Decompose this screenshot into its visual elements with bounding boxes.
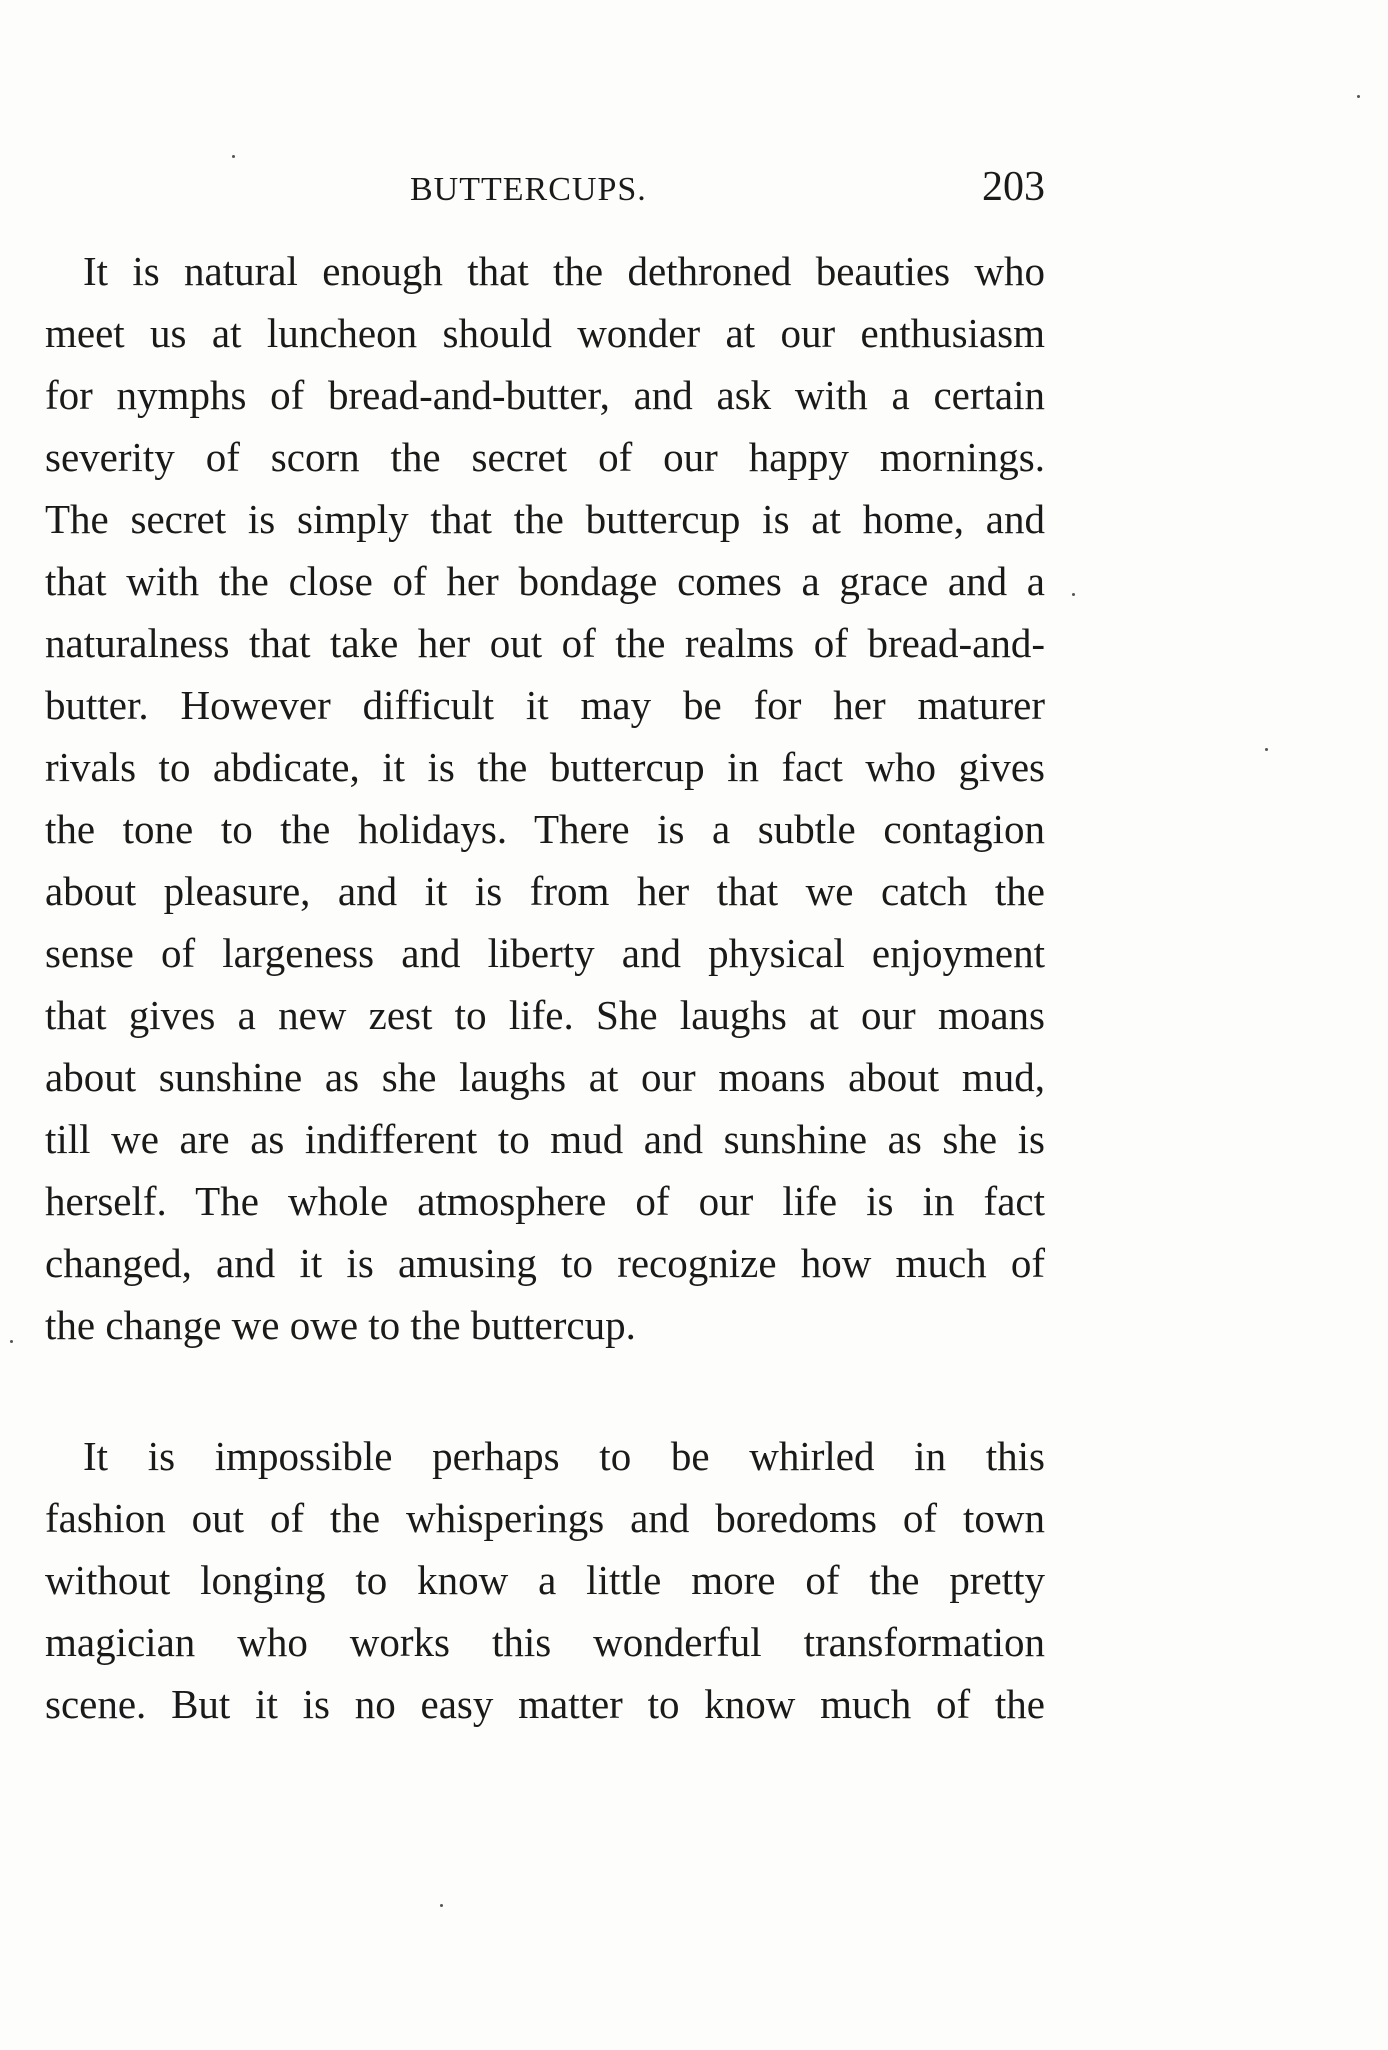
- text-line: scene. But it is no easy matter to know much of the: [45, 1681, 1045, 1727]
- text-line: changed, and it is amusing to recognize how much of: [45, 1240, 1045, 1286]
- paragraph-2: [45, 1425, 1045, 1735]
- text-line: till we are as indifferent to mud and sunshine as she is: [45, 1116, 1045, 1162]
- text-line: butter. However difficult it may be for her maturer: [45, 682, 1045, 728]
- text-line: that gives a new zest to life. She laughs at our moans: [45, 992, 1045, 1038]
- text-line: The secret is simply that the buttercup is at home, and: [45, 496, 1045, 542]
- running-title: BUTTERCUPS.: [410, 171, 647, 208]
- text-line: It is impossible perhaps to be whirled in this: [83, 1433, 1045, 1479]
- text-line: rivals to abdicate, it is the buttercup in fact who gives: [45, 744, 1045, 790]
- text-line: sense of largeness and liberty and physical enjoyment: [45, 930, 1045, 976]
- text-line: about sunshine as she laughs at our moans about mud,: [45, 1054, 1045, 1100]
- text-line: naturalness that take her out of the realms of bread-and-: [45, 620, 1045, 666]
- scan-speck: [1357, 95, 1360, 98]
- text-line: magician who works this wonderful transformation: [45, 1619, 1045, 1665]
- text-line: about pleasure, and it is from her that we catch the: [45, 868, 1045, 914]
- text-line: meet us at luncheon should wonder at our enthusiasm: [45, 310, 1045, 356]
- running-head: [45, 163, 1045, 213]
- scan-speck: [10, 1340, 13, 1343]
- scan-speck: [232, 155, 235, 158]
- text-line: herself. The whole atmosphere of our life is in fact: [45, 1178, 1045, 1224]
- page-number: 203: [982, 164, 1045, 210]
- paragraph-1: [45, 240, 1045, 1356]
- text-line: the change we owe to the buttercup.: [45, 1302, 636, 1348]
- text-line: that with the close of her bondage comes a grace and a: [45, 558, 1045, 604]
- text-line: without longing to know a little more of the pretty: [45, 1557, 1045, 1603]
- text-line: fashion out of the whisperings and boredoms of town: [45, 1495, 1045, 1541]
- scan-speck: [1265, 748, 1268, 751]
- text-line: severity of scorn the secret of our happy mornings.: [45, 434, 1045, 480]
- scan-speck: [1072, 593, 1075, 596]
- text-line: for nymphs of bread-and-butter, and ask with a certain: [45, 372, 1045, 418]
- text-line: the tone to the holidays. There is a subtle contagion: [45, 806, 1045, 852]
- scan-speck: [440, 1904, 443, 1907]
- text-line: It is natural enough that the dethroned beauties who: [83, 248, 1045, 294]
